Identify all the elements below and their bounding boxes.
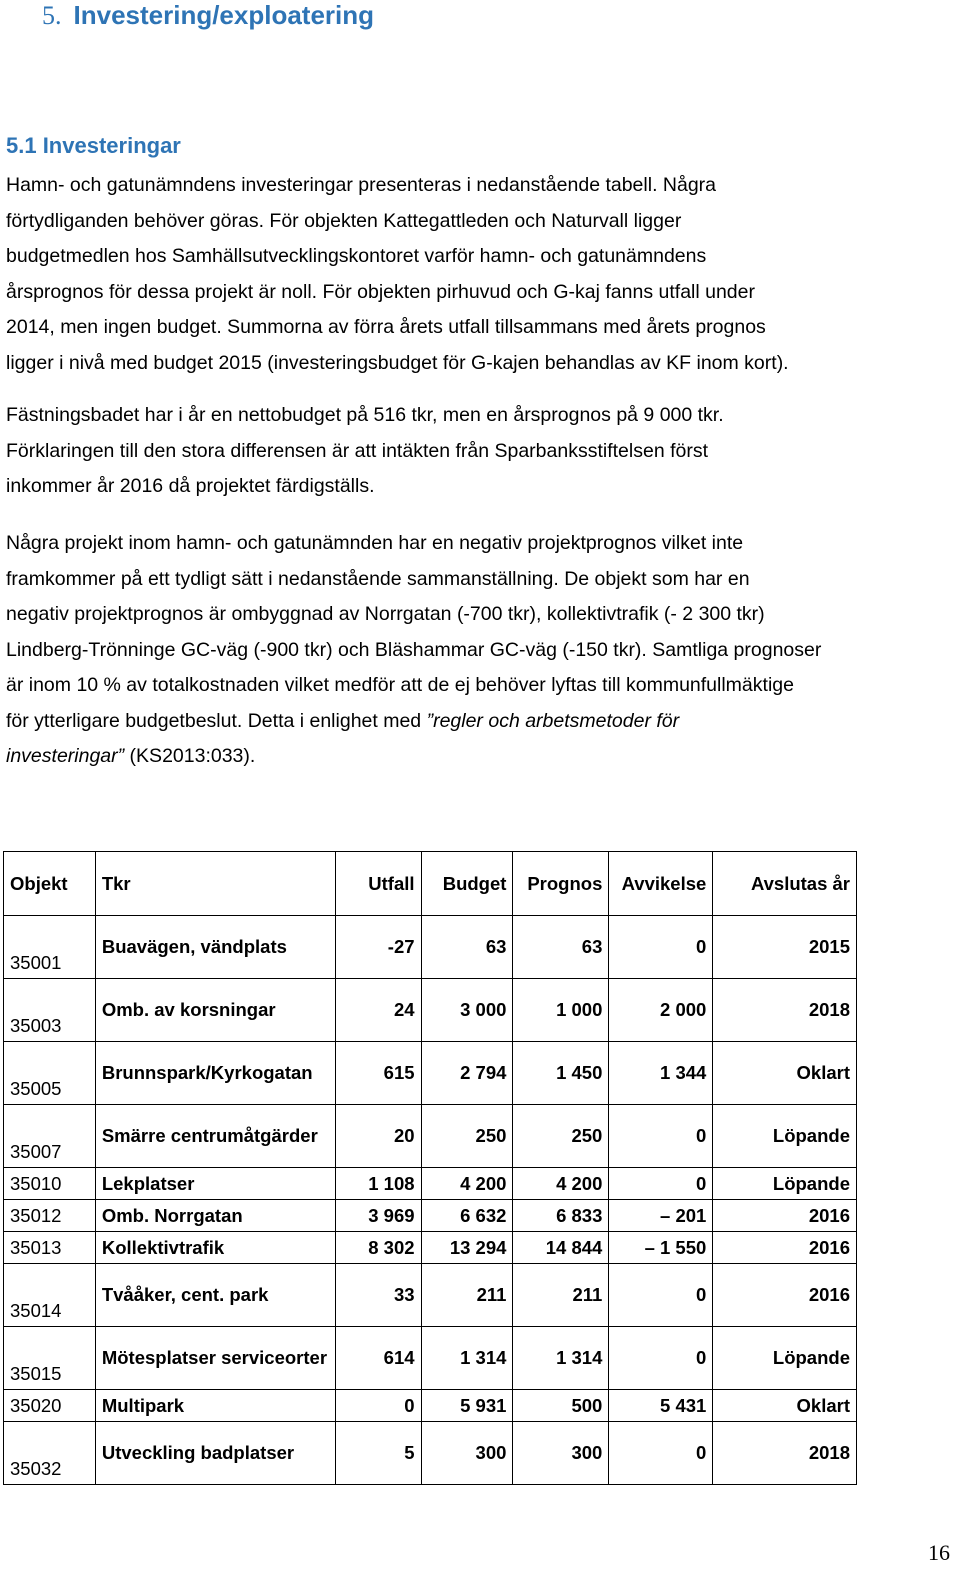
cell-utfall: -27 <box>335 916 421 979</box>
text-line: inkommer år 2016 då projektet färdigställs. <box>6 475 375 497</box>
table-row <box>4 1390 857 1422</box>
cell-utfall: 1 108 <box>335 1168 421 1200</box>
cell-utfall: 0 <box>335 1390 421 1422</box>
text-line: förtydliganden behöver göras. För objekten Kattegattleden och Naturvall ligger <box>6 209 682 232</box>
header-budget: Budget <box>421 852 513 916</box>
cell-avvikelse: 0 <box>609 1105 713 1168</box>
text-line <box>6 739 952 775</box>
paragraph-negative-forecast <box>6 526 952 775</box>
cell-budget: 63 <box>421 916 513 979</box>
cell-prognos: 300 <box>513 1422 609 1485</box>
cell-prognos: 1 314 <box>513 1327 609 1390</box>
text-line: är inom 10 % av totalkostnaden vilket medför att de ej behöver lyftas till kommunfullmäktige <box>6 674 794 696</box>
italic-reference: investeringar” <box>6 745 125 767</box>
cell-budget: 2 794 <box>421 1042 513 1105</box>
table-row <box>4 979 857 1042</box>
cell-objekt-id: 35020 <box>4 1390 96 1422</box>
cell-name: Smärre centrumåtgärder <box>95 1105 335 1168</box>
table-header-row <box>4 852 857 916</box>
page-number: 16 <box>928 1540 950 1565</box>
header-prognos: Prognos <box>513 852 609 916</box>
investment-table <box>3 851 857 1485</box>
cell-utfall: 614 <box>335 1327 421 1390</box>
cell-avvikelse: 0 <box>609 1422 713 1485</box>
section-heading <box>42 0 374 31</box>
cell-objekt-id: 35014 <box>4 1264 96 1327</box>
table-row <box>4 1327 857 1390</box>
cell-avslutas: 2018 <box>713 979 857 1042</box>
cell-avslutas: Oklart <box>713 1390 857 1422</box>
cell-budget: 4 200 <box>421 1168 513 1200</box>
cell-name: Brunnspark/Kyrkogatan <box>95 1042 335 1105</box>
cell-objekt-id: 35005 <box>4 1042 96 1105</box>
cell-name: Multipark <box>95 1390 335 1422</box>
cell-prognos: 63 <box>513 916 609 979</box>
cell-budget: 6 632 <box>421 1200 513 1232</box>
cell-avslutas: 2018 <box>713 1422 857 1485</box>
cell-avvikelse: 0 <box>609 916 713 979</box>
table-row <box>4 1200 857 1232</box>
cell-avslutas: Oklart <box>713 1042 857 1105</box>
cell-prognos: 1 450 <box>513 1042 609 1105</box>
text-line: negativ projektprognos är ombyggnad av Norrgatan (-700 tkr), kollektivtrafik (- 2 300 tkr) <box>6 603 765 625</box>
cell-avslutas: Löpande <box>713 1105 857 1168</box>
text-line: Hamn- och gatunämndens investeringar presenteras i nedanstående tabell. Några <box>6 174 717 196</box>
cell-utfall: 615 <box>335 1042 421 1105</box>
table-row <box>4 1232 857 1264</box>
table-row <box>4 1042 857 1105</box>
cell-avvikelse: – 1 550 <box>609 1232 713 1264</box>
cell-prognos: 250 <box>513 1105 609 1168</box>
cell-avvikelse: – 201 <box>609 1200 713 1232</box>
cell-name: Utveckling badplatser <box>95 1422 335 1485</box>
text-line: Fästningsbadet har i år en nettobudget på 516 tkr, men en årsprognos på 9 000 tkr. <box>6 404 724 426</box>
table-row <box>4 1264 857 1327</box>
cell-budget: 5 931 <box>421 1390 513 1422</box>
italic-reference: ”regler och arbetsmetoder för <box>426 709 680 732</box>
table-body <box>4 916 857 1485</box>
header-objekt: Objekt <box>4 852 96 916</box>
text-segment: (KS2013:033). <box>124 745 256 767</box>
text-line: Förklaringen till den stora differensen är att intäkten från Sparbanksstiftelsen först <box>6 439 709 462</box>
cell-avvikelse: 2 000 <box>609 979 713 1042</box>
cell-objekt-id: 35010 <box>4 1168 96 1200</box>
cell-budget: 3 000 <box>421 979 513 1042</box>
cell-name: Omb. av korsningar <box>95 979 335 1042</box>
cell-avslutas: 2016 <box>713 1232 857 1264</box>
cell-avvikelse: 5 431 <box>609 1390 713 1422</box>
cell-prognos: 6 833 <box>513 1200 609 1232</box>
cell-objekt-id: 35032 <box>4 1422 96 1485</box>
table-row <box>4 1168 857 1200</box>
section-title: Investering/exploatering <box>73 0 375 30</box>
text-line <box>6 704 952 740</box>
header-tkr: Tkr <box>95 852 335 916</box>
header-avslutas: Avslutas år <box>713 852 857 916</box>
cell-name: Tvååker, cent. park <box>95 1264 335 1327</box>
table-row <box>4 916 857 979</box>
cell-budget: 300 <box>421 1422 513 1485</box>
cell-objekt-id: 35003 <box>4 979 96 1042</box>
cell-utfall: 3 969 <box>335 1200 421 1232</box>
cell-prognos: 1 000 <box>513 979 609 1042</box>
cell-objekt-id: 35013 <box>4 1232 96 1264</box>
cell-utfall: 20 <box>335 1105 421 1168</box>
section-number: 5. <box>42 1 62 30</box>
cell-objekt-id: 35001 <box>4 916 96 979</box>
table-row <box>4 1105 857 1168</box>
cell-budget: 1 314 <box>421 1327 513 1390</box>
cell-avvikelse: 1 344 <box>609 1042 713 1105</box>
cell-objekt-id: 35007 <box>4 1105 96 1168</box>
paragraph-investments <box>6 168 952 381</box>
cell-name: Lekplatser <box>95 1168 335 1200</box>
cell-name: Kollektivtrafik <box>95 1232 335 1264</box>
cell-avslutas: 2015 <box>713 916 857 979</box>
cell-budget: 250 <box>421 1105 513 1168</box>
cell-utfall: 5 <box>335 1422 421 1485</box>
cell-objekt-id: 35012 <box>4 1200 96 1232</box>
cell-budget: 13 294 <box>421 1232 513 1264</box>
paragraph-fastningsbadet <box>6 398 952 505</box>
cell-prognos: 14 844 <box>513 1232 609 1264</box>
text-line: 2014, men ingen budget. Summorna av förra årets utfall tillsammans med årets prognos <box>6 316 766 338</box>
header-avvikelse: Avvikelse <box>609 852 713 916</box>
cell-avvikelse: 0 <box>609 1327 713 1390</box>
cell-avslutas: Löpande <box>713 1168 857 1200</box>
text-line: Lindberg-Trönninge GC-väg (-900 tkr) och Bläshammar GC-väg (-150 tkr). Samtliga prognoser <box>6 638 822 661</box>
header-utfall: Utfall <box>335 852 421 916</box>
cell-avvikelse: 0 <box>609 1168 713 1200</box>
cell-avslutas: Löpande <box>713 1327 857 1390</box>
text-line: budgetmedlen hos Samhällsutvecklingskontoret varför hamn- och gatunämndens <box>6 245 707 267</box>
table-row <box>4 1422 857 1485</box>
cell-utfall: 8 302 <box>335 1232 421 1264</box>
cell-objekt-id: 35015 <box>4 1327 96 1390</box>
cell-name: Omb. Norrgatan <box>95 1200 335 1232</box>
cell-utfall: 33 <box>335 1264 421 1327</box>
cell-avvikelse: 0 <box>609 1264 713 1327</box>
cell-prognos: 211 <box>513 1264 609 1327</box>
text-segment: för ytterligare budgetbeslut. Detta i enlighet med <box>6 709 427 732</box>
cell-name: Mötesplatser serviceorter <box>95 1327 335 1390</box>
cell-name: Buavägen, vändplats <box>95 916 335 979</box>
cell-prognos: 500 <box>513 1390 609 1422</box>
cell-avslutas: 2016 <box>713 1200 857 1232</box>
text-line: framkommer på ett tydligt sätt i nedanstående sammanställning. De objekt som har en <box>6 567 750 590</box>
subsection-heading: 5.1 Investeringar <box>6 133 181 158</box>
text-line: ligger i nivå med budget 2015 (investeringsbudget för G-kajen behandlas av KF inom kort). <box>6 351 789 374</box>
text-line: årsprognos för dessa projekt är noll. För objekten pirhuvud och G-kaj fanns utfall under <box>6 280 755 303</box>
cell-avslutas: 2016 <box>713 1264 857 1327</box>
cell-utfall: 24 <box>335 979 421 1042</box>
text-line: Några projekt inom hamn- och gatunämnden har en negativ projektprognos vilket inte <box>6 532 744 554</box>
cell-budget: 211 <box>421 1264 513 1327</box>
cell-prognos: 4 200 <box>513 1168 609 1200</box>
